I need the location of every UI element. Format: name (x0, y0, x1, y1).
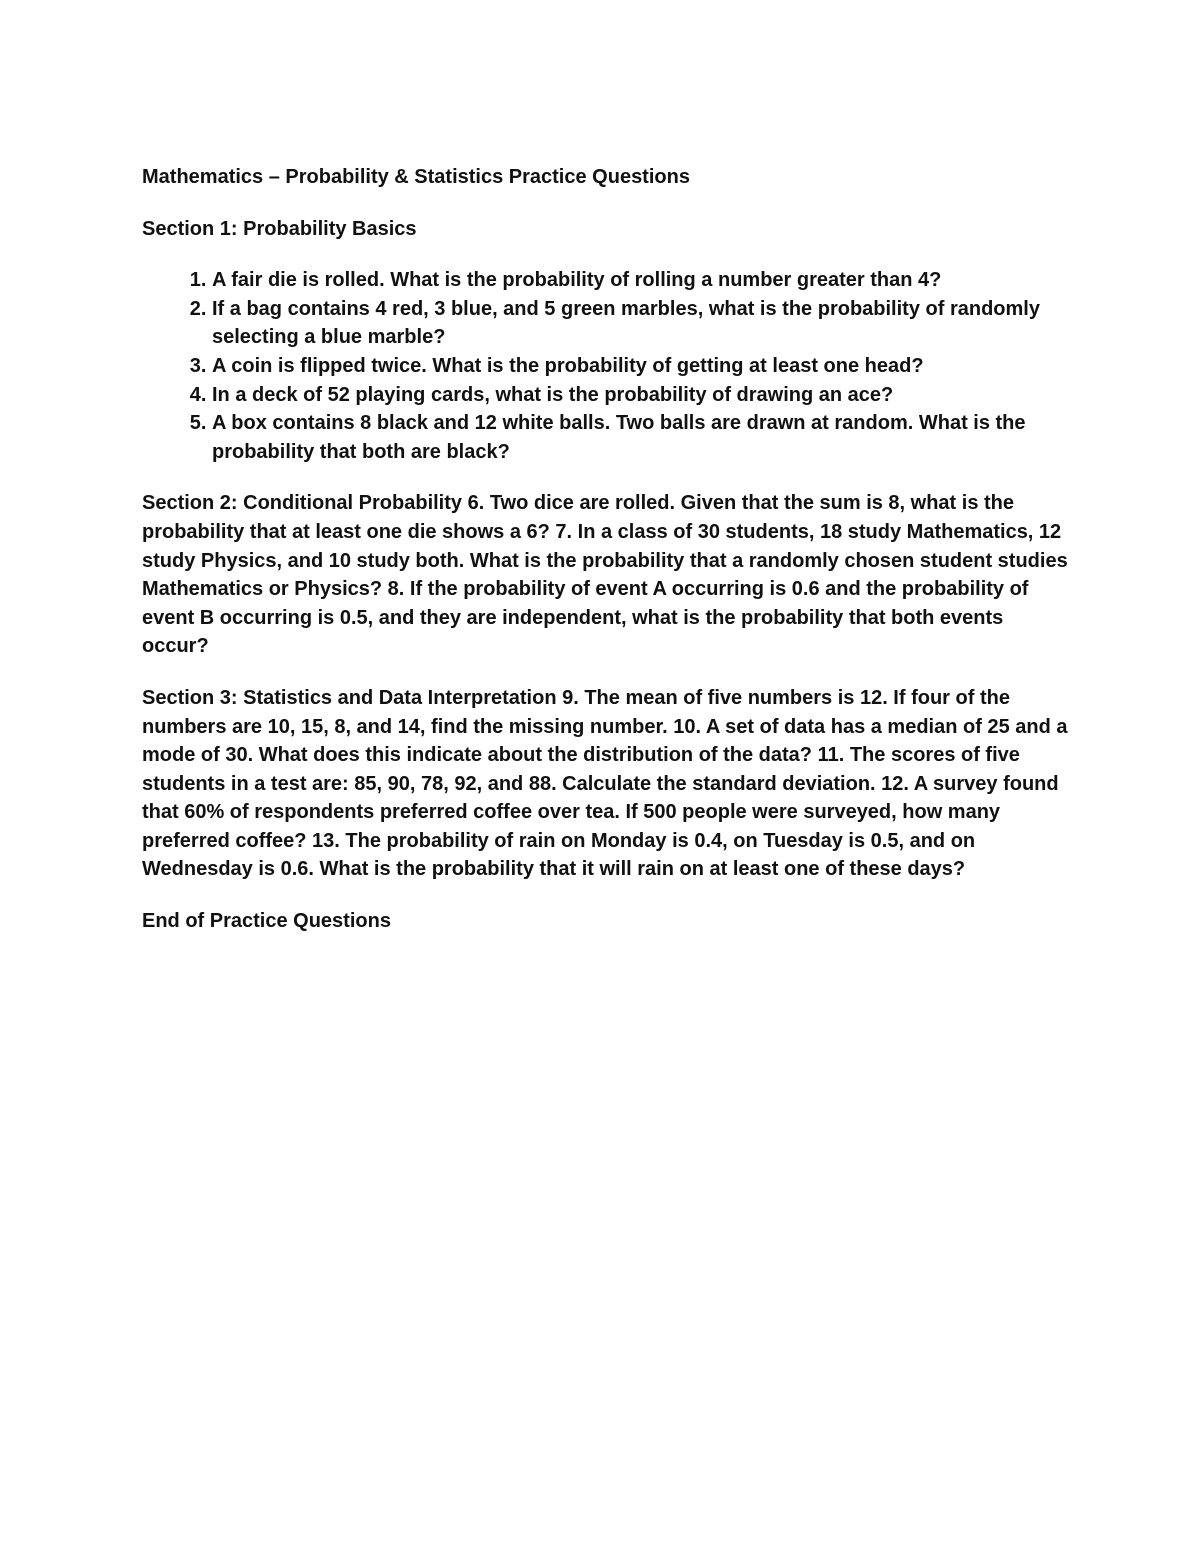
section-2-paragraph: Section 2: Conditional Probability 6. Two dice are rolled. Given that the sum is 8, what is the probability that at least one die shows a 6? 7. In a class of 30 students, 18 study Mathematics, 12 study Physics, and 10 study both. What is the probability that a randomly chosen student studies Mathematics or Physics? 8. If the probability of event A occurring is 0.6 and the probability of event B occurring is 0.5, and they are independent, what is the probability that both events occur? (142, 492, 1068, 658)
section-1-question-list (142, 266, 1072, 466)
question-5: 5. A box contains 8 black and 12 white balls. Two balls are drawn at random. What is the probability that both are black? (212, 409, 1072, 466)
section-3-paragraph: Section 3: Statistics and Data Interpretation 9. The mean of five numbers is 12. If four of the numbers are 10, 15, 8, and 14, find the missing number. 10. A set of data has a median of 25 and a mode of 30. What does this indicate about the distribution of the data? 11. The scores of five students in a test are: 85, 90, 78, 92, and 88. Calculate the standard deviation. 12. A survey found that 60% of respondents preferred coffee over tea. If 500 people were surveyed, how many preferred coffee? 13. The probability of rain on Monday is 0.4, on Tuesday is 0.5, and on Wednesday is 0.6. What is the probability that it will rain on at least one of these days? (142, 686, 1068, 881)
document-title: Mathematics – Probability & Statistics Practice Questions (142, 166, 690, 188)
question-3: 3. A coin is flipped twice. What is the probability of getting at least one head? (212, 352, 1072, 381)
question-2: 2. If a bag contains 4 red, 3 blue, and 5 green marbles, what is the probability of randomly selecting a blue marble? (212, 295, 1072, 352)
question-1: 1. A fair die is rolled. What is the probability of rolling a number greater than 4? (212, 266, 1072, 295)
section-1-heading: Section 1: Probability Basics (142, 217, 417, 240)
end-note: End of Practice Questions (142, 910, 391, 933)
document-body (142, 163, 1072, 959)
question-4: 4. In a deck of 52 playing cards, what is the probability of drawing an ace? (212, 381, 1072, 410)
